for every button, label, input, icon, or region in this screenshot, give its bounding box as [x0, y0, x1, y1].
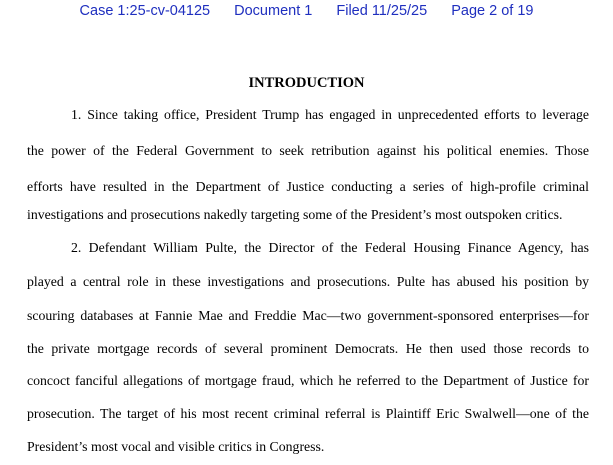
- paragraph-1-line-3: efforts have resulted in the Department of Justice conducting a series of high-profile criminal: [27, 179, 589, 194]
- case-number: Case 1:25-cv-04125: [79, 3, 211, 19]
- section-title: INTRODUCTION: [248, 75, 365, 91]
- paragraph-2-line-3: scouring databases at Fannie Mae and Freddie Mac—two government-sponsored enterprises—for: [27, 308, 589, 323]
- filed-date: Filed 11/25/25: [336, 3, 428, 19]
- page-number: Page 2 of 19: [451, 3, 534, 19]
- paragraph-2-line-7: President’s most vocal and visible critics in Congress.: [27, 439, 325, 454]
- paragraph-2-line-5: concoct fanciful allegations of mortgage fraud, which he referred to the Department of Justice for: [27, 373, 589, 388]
- paragraph-1-line-2: the power of the Federal Government to seek retribution against his political enemies. Those: [27, 143, 589, 158]
- document-number: Document 1: [234, 3, 313, 19]
- paragraph-2-line-2: played a central role in these investigations and prosecutions. Pulte has abused his position by: [27, 274, 589, 289]
- ecf-header: [0, 2, 613, 20]
- paragraph-2-line-4: the private mortgage records of several prominent Democrats. He then used those records to: [27, 341, 589, 356]
- paragraph-2-line-1: 2. Defendant William Pulte, the Director of the Federal Housing Finance Agency, has: [71, 240, 589, 255]
- paragraph-1-line-4: investigations and prosecutions nakedly targeting some of the President’s most outspoken critics.: [27, 207, 563, 222]
- paragraph-1-line-1: 1. Since taking office, President Trump has engaged in unprecedented efforts to leverage: [71, 107, 589, 122]
- paragraph-2-line-6: prosecution. The target of his most recent criminal referral is Plaintiff Eric Swalwell—one of the: [27, 406, 589, 421]
